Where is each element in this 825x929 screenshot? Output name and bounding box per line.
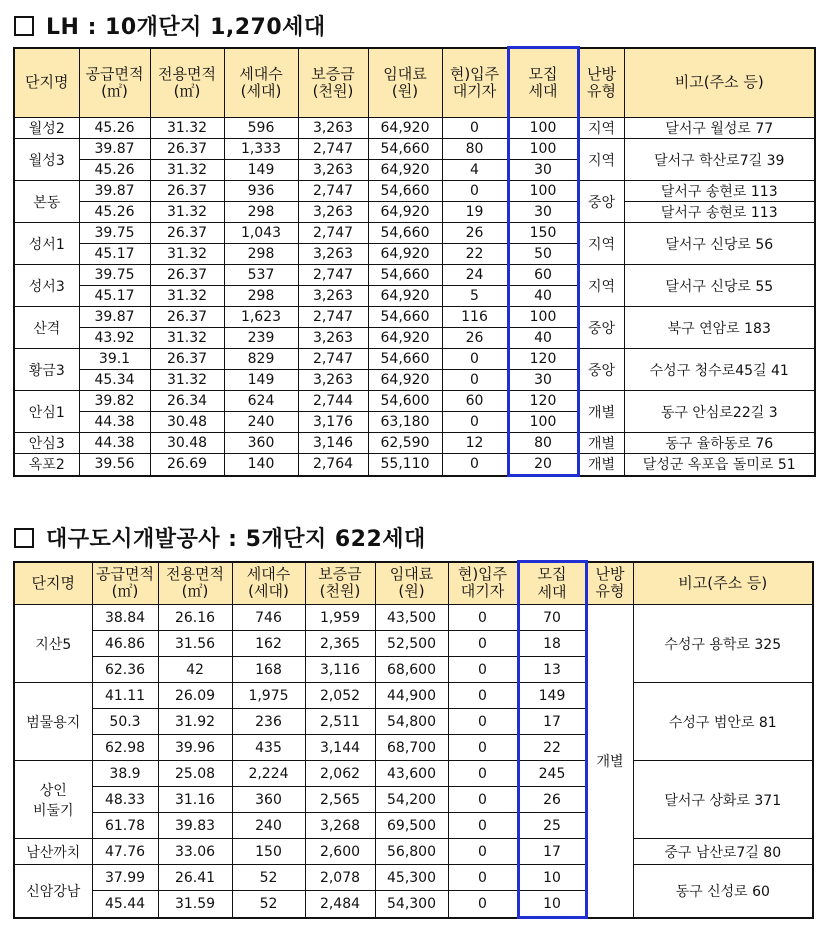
header-exclusive-area: 전용면적 (㎡) bbox=[158, 562, 232, 605]
recruit-cell: 245 bbox=[518, 761, 586, 787]
header-deposit: 보증금 (천원) bbox=[298, 48, 368, 118]
table-row bbox=[14, 202, 815, 223]
table-row bbox=[14, 265, 815, 286]
waitlist-cell: 0 bbox=[442, 412, 508, 433]
exclusive-area-cell: 26.37 bbox=[150, 223, 224, 244]
households-cell: 168 bbox=[232, 657, 305, 683]
waitlist-cell: 80 bbox=[442, 139, 508, 160]
address-cell: 동구 율하동로 76 bbox=[624, 433, 815, 454]
supply-area-cell: 45.26 bbox=[79, 118, 150, 139]
exclusive-area-cell: 31.56 bbox=[158, 631, 232, 657]
complex-name-cell: 남산까치 bbox=[14, 839, 92, 865]
recruit-cell: 30 bbox=[508, 202, 578, 223]
waitlist-cell: 5 bbox=[442, 286, 508, 307]
address-cell: 달서구 상화로 371 bbox=[633, 761, 813, 839]
households-cell: 435 bbox=[232, 735, 305, 761]
households-cell: 52 bbox=[232, 891, 305, 918]
exclusive-area-cell: 26.41 bbox=[158, 865, 232, 891]
supply-area-cell: 47.76 bbox=[92, 839, 158, 865]
header-recruit: 모집 세대 bbox=[518, 562, 586, 605]
supply-area-cell: 39.1 bbox=[79, 349, 150, 370]
rent-cell: 69,500 bbox=[375, 813, 448, 839]
rent-cell: 54,660 bbox=[368, 139, 442, 160]
table-row bbox=[14, 454, 815, 476]
waitlist-cell: 19 bbox=[442, 202, 508, 223]
rent-cell: 64,920 bbox=[368, 202, 442, 223]
rent-cell: 62,590 bbox=[368, 433, 442, 454]
deposit-cell: 2,747 bbox=[298, 181, 368, 202]
complex-name-cell: 월성3 bbox=[14, 139, 79, 181]
heating-cell: 개별 bbox=[586, 605, 633, 918]
households-cell: 360 bbox=[232, 787, 305, 813]
complex-name-cell: 성서1 bbox=[14, 223, 79, 265]
exclusive-area-cell: 26.69 bbox=[150, 454, 224, 476]
header-heating: 난방 유형 bbox=[578, 48, 624, 118]
table-row bbox=[14, 223, 815, 244]
header-recruit: 모집 세대 bbox=[508, 48, 578, 118]
complex-name-cell: 범물용지 bbox=[14, 683, 92, 761]
header-address: 비고(주소 등) bbox=[633, 562, 813, 605]
heating-cell: 지역 bbox=[578, 223, 624, 265]
rent-cell: 64,920 bbox=[368, 160, 442, 181]
recruit-cell: 26 bbox=[518, 787, 586, 813]
supply-area-cell: 44.38 bbox=[79, 412, 150, 433]
recruit-cell: 100 bbox=[508, 139, 578, 160]
table-row bbox=[14, 139, 815, 160]
complex-name-cell: 황금3 bbox=[14, 349, 79, 391]
exclusive-area-cell: 31.32 bbox=[150, 244, 224, 265]
rent-cell: 54,660 bbox=[368, 223, 442, 244]
waitlist-cell: 0 bbox=[448, 865, 518, 891]
supply-area-cell: 45.17 bbox=[79, 244, 150, 265]
rent-cell: 63,180 bbox=[368, 412, 442, 433]
complex-name-cell: 지산5 bbox=[14, 605, 92, 683]
table-row bbox=[14, 181, 815, 202]
households-cell: 1,623 bbox=[224, 307, 298, 328]
supply-area-cell: 39.87 bbox=[79, 307, 150, 328]
rent-cell: 54,660 bbox=[368, 265, 442, 286]
exclusive-area-cell: 31.59 bbox=[158, 891, 232, 918]
deposit-cell: 3,144 bbox=[305, 735, 375, 761]
rent-cell: 56,800 bbox=[375, 839, 448, 865]
header-heating: 난방 유형 bbox=[586, 562, 633, 605]
section-2-title bbox=[14, 522, 426, 553]
waitlist-cell: 0 bbox=[448, 787, 518, 813]
households-cell: 240 bbox=[232, 813, 305, 839]
households-cell: 596 bbox=[224, 118, 298, 139]
dudc-table bbox=[13, 560, 814, 919]
supply-area-cell: 37.99 bbox=[92, 865, 158, 891]
heating-cell: 개별 bbox=[578, 391, 624, 433]
supply-area-cell: 39.75 bbox=[79, 265, 150, 286]
waitlist-cell: 26 bbox=[442, 328, 508, 349]
recruit-cell: 30 bbox=[508, 160, 578, 181]
recruit-cell: 70 bbox=[518, 605, 586, 631]
deposit-cell: 2,764 bbox=[298, 454, 368, 476]
exclusive-area-cell: 31.92 bbox=[158, 709, 232, 735]
table-row bbox=[14, 349, 815, 370]
table-row bbox=[14, 307, 815, 328]
rent-cell: 44,900 bbox=[375, 683, 448, 709]
waitlist-cell: 22 bbox=[442, 244, 508, 265]
table-row bbox=[14, 391, 815, 412]
deposit-cell: 3,263 bbox=[298, 370, 368, 391]
households-cell: 239 bbox=[224, 328, 298, 349]
rent-cell: 45,300 bbox=[375, 865, 448, 891]
exclusive-area-cell: 26.16 bbox=[158, 605, 232, 631]
address-cell: 동구 신성로 60 bbox=[633, 865, 813, 918]
table-row bbox=[14, 761, 813, 787]
header-supply-area: 공급면적 (㎡) bbox=[79, 48, 150, 118]
recruit-cell: 60 bbox=[508, 265, 578, 286]
address-cell: 달서구 신당로 55 bbox=[624, 265, 815, 307]
exclusive-area-cell: 31.32 bbox=[150, 160, 224, 181]
supply-area-cell: 39.87 bbox=[79, 139, 150, 160]
households-cell: 162 bbox=[232, 631, 305, 657]
header-households: 세대수 (세대) bbox=[224, 48, 298, 118]
complex-name-cell: 안심3 bbox=[14, 433, 79, 454]
address-cell: 북구 연암로 183 bbox=[624, 307, 815, 349]
rent-cell: 64,920 bbox=[368, 286, 442, 307]
section-1-title-text: LH : 10개단지 1,270세대 bbox=[46, 15, 326, 40]
deposit-cell: 3,263 bbox=[298, 328, 368, 349]
heating-cell: 지역 bbox=[578, 139, 624, 181]
recruit-cell: 30 bbox=[508, 370, 578, 391]
deposit-cell: 2,484 bbox=[305, 891, 375, 918]
waitlist-cell: 4 bbox=[442, 160, 508, 181]
waitlist-cell: 0 bbox=[442, 181, 508, 202]
rent-cell: 68,700 bbox=[375, 735, 448, 761]
supply-area-cell: 43.92 bbox=[79, 328, 150, 349]
deposit-cell: 2,747 bbox=[298, 265, 368, 286]
header-supply-area: 공급면적 (㎡) bbox=[92, 562, 158, 605]
table-row bbox=[14, 839, 813, 865]
households-cell: 360 bbox=[224, 433, 298, 454]
rent-cell: 54,660 bbox=[368, 181, 442, 202]
header-waitlist: 현)입주 대기자 bbox=[448, 562, 518, 605]
recruit-cell: 150 bbox=[508, 223, 578, 244]
deposit-cell: 3,146 bbox=[298, 433, 368, 454]
exclusive-area-cell: 31.32 bbox=[150, 370, 224, 391]
households-cell: 298 bbox=[224, 286, 298, 307]
exclusive-area-cell: 26.09 bbox=[158, 683, 232, 709]
waitlist-cell: 0 bbox=[448, 605, 518, 631]
header-waitlist: 현)입주 대기자 bbox=[442, 48, 508, 118]
rent-cell: 55,110 bbox=[368, 454, 442, 476]
recruit-cell: 40 bbox=[508, 328, 578, 349]
exclusive-area-cell: 26.34 bbox=[150, 391, 224, 412]
supply-area-cell: 39.82 bbox=[79, 391, 150, 412]
recruit-cell: 120 bbox=[508, 391, 578, 412]
recruit-cell: 18 bbox=[518, 631, 586, 657]
deposit-cell: 2,600 bbox=[305, 839, 375, 865]
recruit-cell: 10 bbox=[518, 865, 586, 891]
recruit-cell: 17 bbox=[518, 839, 586, 865]
supply-area-cell: 39.56 bbox=[79, 454, 150, 476]
deposit-cell: 2,747 bbox=[298, 349, 368, 370]
exclusive-area-cell: 26.37 bbox=[150, 265, 224, 286]
header-exclusive-area: 전용면적 (㎡) bbox=[150, 48, 224, 118]
rent-cell: 64,920 bbox=[368, 244, 442, 265]
deposit-cell: 2,511 bbox=[305, 709, 375, 735]
supply-area-cell: 38.9 bbox=[92, 761, 158, 787]
waitlist-cell: 0 bbox=[442, 454, 508, 476]
exclusive-area-cell: 26.37 bbox=[150, 181, 224, 202]
households-cell: 149 bbox=[224, 370, 298, 391]
heating-cell: 지역 bbox=[578, 118, 624, 139]
deposit-cell: 2,747 bbox=[298, 223, 368, 244]
deposit-cell: 2,747 bbox=[298, 307, 368, 328]
heating-cell: 개별 bbox=[578, 433, 624, 454]
supply-area-cell: 45.34 bbox=[79, 370, 150, 391]
households-cell: 746 bbox=[232, 605, 305, 631]
waitlist-cell: 0 bbox=[448, 761, 518, 787]
households-cell: 1,975 bbox=[232, 683, 305, 709]
deposit-cell: 3,263 bbox=[298, 244, 368, 265]
rent-cell: 64,920 bbox=[368, 328, 442, 349]
waitlist-cell: 0 bbox=[448, 735, 518, 761]
deposit-cell: 3,116 bbox=[305, 657, 375, 683]
waitlist-cell: 0 bbox=[448, 683, 518, 709]
heating-cell: 지역 bbox=[578, 265, 624, 307]
recruit-cell: 100 bbox=[508, 118, 578, 139]
exclusive-area-cell: 33.06 bbox=[158, 839, 232, 865]
table-row bbox=[14, 605, 813, 631]
deposit-cell: 2,565 bbox=[305, 787, 375, 813]
rent-cell: 54,660 bbox=[368, 349, 442, 370]
exclusive-area-cell: 26.37 bbox=[150, 307, 224, 328]
exclusive-area-cell: 31.32 bbox=[150, 286, 224, 307]
rent-cell: 54,660 bbox=[368, 307, 442, 328]
exclusive-area-cell: 31.32 bbox=[150, 328, 224, 349]
households-cell: 624 bbox=[224, 391, 298, 412]
recruit-cell: 50 bbox=[508, 244, 578, 265]
waitlist-cell: 12 bbox=[442, 433, 508, 454]
deposit-cell: 2,062 bbox=[305, 761, 375, 787]
deposit-cell: 3,263 bbox=[298, 118, 368, 139]
waitlist-cell: 0 bbox=[448, 813, 518, 839]
supply-area-cell: 45.44 bbox=[92, 891, 158, 918]
households-cell: 1,043 bbox=[224, 223, 298, 244]
recruit-cell: 120 bbox=[508, 349, 578, 370]
address-cell: 수성구 청수로45길 41 bbox=[624, 349, 815, 391]
complex-name-cell: 산격 bbox=[14, 307, 79, 349]
complex-name-cell: 상인 비둘기 bbox=[14, 761, 92, 839]
waitlist-cell: 0 bbox=[442, 349, 508, 370]
exclusive-area-cell: 26.37 bbox=[150, 349, 224, 370]
households-cell: 936 bbox=[224, 181, 298, 202]
header-deposit: 보증금 (천원) bbox=[305, 562, 375, 605]
supply-area-cell: 39.87 bbox=[79, 181, 150, 202]
complex-name-cell: 옥포2 bbox=[14, 454, 79, 476]
households-cell: 236 bbox=[232, 709, 305, 735]
deposit-cell: 3,268 bbox=[305, 813, 375, 839]
header-rent: 임대료 (원) bbox=[368, 48, 442, 118]
recruit-cell: 80 bbox=[508, 433, 578, 454]
deposit-cell: 2,052 bbox=[305, 683, 375, 709]
rent-cell: 64,920 bbox=[368, 118, 442, 139]
supply-area-cell: 50.3 bbox=[92, 709, 158, 735]
address-cell: 달서구 송현로 113 bbox=[624, 181, 815, 202]
exclusive-area-cell: 26.37 bbox=[150, 139, 224, 160]
waitlist-cell: 0 bbox=[442, 370, 508, 391]
header-households: 세대수 (세대) bbox=[232, 562, 305, 605]
waitlist-cell: 0 bbox=[448, 709, 518, 735]
address-cell: 달서구 송현로 113 bbox=[624, 202, 815, 223]
recruit-cell: 40 bbox=[508, 286, 578, 307]
address-cell: 중구 남산로7길 80 bbox=[633, 839, 813, 865]
lh-table bbox=[13, 46, 816, 477]
rent-cell: 43,600 bbox=[375, 761, 448, 787]
rent-cell: 54,300 bbox=[375, 891, 448, 918]
table-row bbox=[14, 865, 813, 891]
supply-area-cell: 38.84 bbox=[92, 605, 158, 631]
recruit-cell: 13 bbox=[518, 657, 586, 683]
address-cell: 동구 안심로22길 3 bbox=[624, 391, 815, 433]
waitlist-cell: 116 bbox=[442, 307, 508, 328]
section-2-title-text: 대구도시개발공사 : 5개단지 622세대 bbox=[46, 527, 426, 552]
deposit-cell: 2,744 bbox=[298, 391, 368, 412]
waitlist-cell: 0 bbox=[448, 839, 518, 865]
heating-cell: 개별 bbox=[578, 454, 624, 476]
address-cell: 달성군 옥포읍 돌미로 51 bbox=[624, 454, 815, 476]
waitlist-cell: 0 bbox=[448, 657, 518, 683]
rent-cell: 54,600 bbox=[368, 391, 442, 412]
rent-cell: 43,500 bbox=[375, 605, 448, 631]
deposit-cell: 2,747 bbox=[298, 139, 368, 160]
households-cell: 829 bbox=[224, 349, 298, 370]
waitlist-cell: 0 bbox=[448, 631, 518, 657]
heating-cell: 중앙 bbox=[578, 349, 624, 391]
table-row bbox=[14, 433, 815, 454]
recruit-cell: 100 bbox=[508, 412, 578, 433]
recruit-cell: 17 bbox=[518, 709, 586, 735]
waitlist-cell: 0 bbox=[442, 118, 508, 139]
complex-name-cell: 월성2 bbox=[14, 118, 79, 139]
header-complex-name: 단지명 bbox=[14, 48, 79, 118]
supply-area-cell: 45.26 bbox=[79, 160, 150, 181]
waitlist-cell: 0 bbox=[448, 891, 518, 918]
rent-cell: 54,800 bbox=[375, 709, 448, 735]
exclusive-area-cell: 25.08 bbox=[158, 761, 232, 787]
deposit-cell: 1,959 bbox=[305, 605, 375, 631]
waitlist-cell: 24 bbox=[442, 265, 508, 286]
supply-area-cell: 62.98 bbox=[92, 735, 158, 761]
supply-area-cell: 45.26 bbox=[79, 202, 150, 223]
households-cell: 150 bbox=[232, 839, 305, 865]
address-cell: 달서구 학산로7길 39 bbox=[624, 139, 815, 181]
households-cell: 298 bbox=[224, 202, 298, 223]
exclusive-area-cell: 31.16 bbox=[158, 787, 232, 813]
households-cell: 240 bbox=[224, 412, 298, 433]
households-cell: 298 bbox=[224, 244, 298, 265]
households-cell: 52 bbox=[232, 865, 305, 891]
recruit-cell: 25 bbox=[518, 813, 586, 839]
deposit-cell: 2,078 bbox=[305, 865, 375, 891]
address-cell: 수성구 용학로 325 bbox=[633, 605, 813, 683]
exclusive-area-cell: 39.83 bbox=[158, 813, 232, 839]
rent-cell: 54,200 bbox=[375, 787, 448, 813]
households-cell: 140 bbox=[224, 454, 298, 476]
header-complex-name: 단지명 bbox=[14, 562, 92, 605]
heating-cell: 중앙 bbox=[578, 181, 624, 223]
recruit-cell: 149 bbox=[518, 683, 586, 709]
households-cell: 149 bbox=[224, 160, 298, 181]
deposit-cell: 3,176 bbox=[298, 412, 368, 433]
households-cell: 2,224 bbox=[232, 761, 305, 787]
exclusive-area-cell: 30.48 bbox=[150, 412, 224, 433]
deposit-cell: 3,263 bbox=[298, 202, 368, 223]
table-row bbox=[14, 118, 815, 139]
complex-name-cell: 신암강남 bbox=[14, 865, 92, 918]
supply-area-cell: 62.36 bbox=[92, 657, 158, 683]
supply-area-cell: 61.78 bbox=[92, 813, 158, 839]
rent-cell: 68,600 bbox=[375, 657, 448, 683]
rent-cell: 64,920 bbox=[368, 370, 442, 391]
supply-area-cell: 41.11 bbox=[92, 683, 158, 709]
supply-area-cell: 45.17 bbox=[79, 286, 150, 307]
recruit-cell: 20 bbox=[508, 454, 578, 476]
waitlist-cell: 26 bbox=[442, 223, 508, 244]
address-cell: 달서구 월성로 77 bbox=[624, 118, 815, 139]
deposit-cell: 3,263 bbox=[298, 160, 368, 181]
rent-cell: 52,500 bbox=[375, 631, 448, 657]
address-cell: 달서구 신당로 56 bbox=[624, 223, 815, 265]
exclusive-area-cell: 42 bbox=[158, 657, 232, 683]
supply-area-cell: 48.33 bbox=[92, 787, 158, 813]
heating-cell: 중앙 bbox=[578, 307, 624, 349]
complex-name-cell: 안심1 bbox=[14, 391, 79, 433]
recruit-cell: 10 bbox=[518, 891, 586, 918]
header-address: 비고(주소 등) bbox=[624, 48, 815, 118]
households-cell: 537 bbox=[224, 265, 298, 286]
checkbox-square-icon bbox=[14, 16, 34, 36]
exclusive-area-cell: 30.48 bbox=[150, 433, 224, 454]
recruit-cell: 22 bbox=[518, 735, 586, 761]
header-rent: 임대료 (원) bbox=[375, 562, 448, 605]
complex-name-cell: 성서3 bbox=[14, 265, 79, 307]
exclusive-area-cell: 39.96 bbox=[158, 735, 232, 761]
deposit-cell: 3,263 bbox=[298, 286, 368, 307]
section-1-title bbox=[14, 10, 326, 41]
table-row bbox=[14, 683, 813, 709]
households-cell: 1,333 bbox=[224, 139, 298, 160]
exclusive-area-cell: 31.32 bbox=[150, 118, 224, 139]
recruit-cell: 100 bbox=[508, 181, 578, 202]
supply-area-cell: 39.75 bbox=[79, 223, 150, 244]
waitlist-cell: 60 bbox=[442, 391, 508, 412]
recruit-cell: 100 bbox=[508, 307, 578, 328]
supply-area-cell: 46.86 bbox=[92, 631, 158, 657]
address-cell: 수성구 범안로 81 bbox=[633, 683, 813, 761]
checkbox-square-icon bbox=[14, 528, 34, 548]
complex-name-cell: 본동 bbox=[14, 181, 79, 223]
exclusive-area-cell: 31.32 bbox=[150, 202, 224, 223]
deposit-cell: 2,365 bbox=[305, 631, 375, 657]
supply-area-cell: 44.38 bbox=[79, 433, 150, 454]
